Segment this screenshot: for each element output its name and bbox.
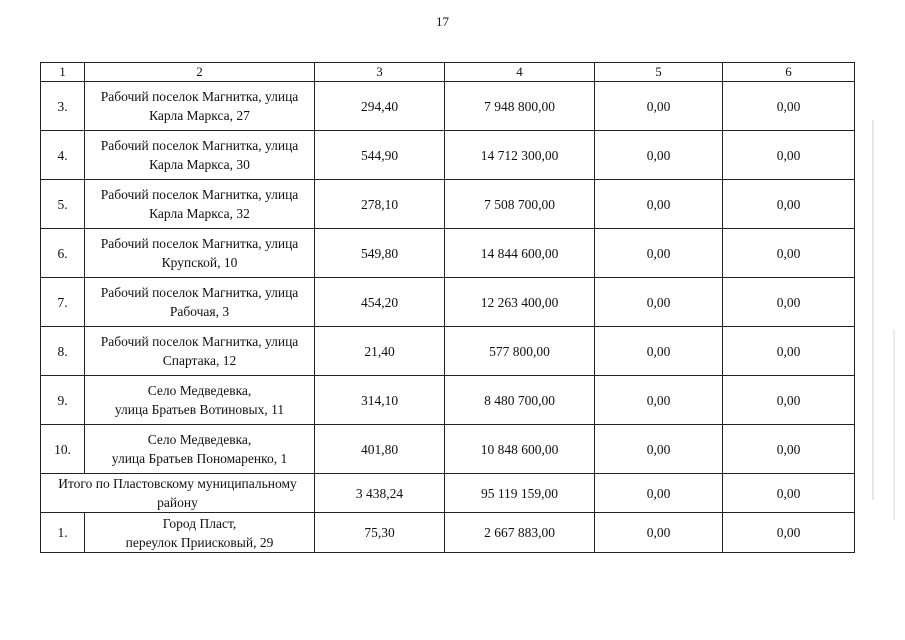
table-row (41, 131, 855, 180)
column-header: 2 (85, 63, 315, 82)
cost-cell: 14 844 600,00 (445, 229, 595, 278)
page-number: 17 (436, 14, 449, 29)
col5-cell: 0,00 (595, 513, 723, 553)
row-number: 6. (41, 229, 85, 278)
col6-cell: 0,00 (723, 513, 855, 553)
col6-cell: 0,00 (723, 180, 855, 229)
area-cell: 544,90 (315, 131, 445, 180)
row-number: 8. (41, 327, 85, 376)
address-line: переулок Приисковый, 29 (125, 534, 274, 550)
col6-cell: 0,00 (723, 474, 855, 513)
table-row (41, 513, 855, 553)
col6-cell: 0,00 (723, 425, 855, 474)
col6-cell: 0,00 (723, 327, 855, 376)
area-cell: 294,40 (315, 82, 445, 131)
row-number: 9. (41, 376, 85, 425)
table-row (41, 180, 855, 229)
total-row (41, 474, 855, 513)
table-row (41, 278, 855, 327)
table-header-row (41, 63, 855, 82)
row-number: 1. (41, 513, 85, 553)
address-cell (85, 376, 315, 425)
cost-cell: 14 712 300,00 (445, 131, 595, 180)
column-header: 4 (445, 63, 595, 82)
col5-cell: 0,00 (595, 131, 723, 180)
column-header: 3 (315, 63, 445, 82)
col6-cell: 0,00 (723, 376, 855, 425)
area-cell: 3 438,24 (315, 474, 445, 513)
cost-cell: 8 480 700,00 (445, 376, 595, 425)
col5-cell: 0,00 (595, 82, 723, 131)
address-line: Карла Маркса, 32 (149, 206, 250, 221)
address-cell (85, 327, 315, 376)
address-line: Спартака, 12 (162, 353, 237, 368)
column-header: 6 (723, 63, 855, 82)
address-line: Село Медведевка, (147, 383, 252, 398)
scan-artifact (872, 120, 874, 500)
address-line: улица Братьев Вотиновых, 11 (114, 402, 285, 417)
address-line: Рабочий поселок Магнитка, улица (100, 138, 299, 153)
address-line: Рабочий поселок Магнитка, улица (100, 89, 299, 104)
area-cell: 21,40 (315, 327, 445, 376)
table-row (41, 82, 855, 131)
col5-cell: 0,00 (595, 376, 723, 425)
address-cell (85, 425, 315, 474)
table-row (41, 327, 855, 376)
area-cell: 549,80 (315, 229, 445, 278)
area-cell: 278,10 (315, 180, 445, 229)
column-header: 5 (595, 63, 723, 82)
cost-cell: 12 263 400,00 (445, 278, 595, 327)
address-cell (85, 131, 315, 180)
address-cell (85, 278, 315, 327)
address-cell (85, 513, 315, 553)
total-label (41, 474, 315, 513)
cost-cell: 10 848 600,00 (445, 425, 595, 474)
table-row (41, 425, 855, 474)
cost-cell: 7 948 800,00 (445, 82, 595, 131)
address-line: улица Братьев Пономаренко, 1 (111, 451, 288, 466)
col5-cell: 0,00 (595, 327, 723, 376)
address-line: Рабочая, 3 (169, 304, 230, 319)
area-cell: 75,30 (315, 513, 445, 553)
row-number: 5. (41, 180, 85, 229)
address-line: Город Пласт, (162, 515, 237, 531)
address-line: Рабочий поселок Магнитка, улица (100, 334, 299, 349)
total-label-line: району (157, 495, 198, 510)
col6-cell: 0,00 (723, 278, 855, 327)
table-row (41, 229, 855, 278)
address-line: Рабочий поселок Магнитка, улица (100, 187, 299, 202)
col6-cell: 0,00 (723, 131, 855, 180)
address-cell (85, 180, 315, 229)
cost-cell: 7 508 700,00 (445, 180, 595, 229)
col6-cell: 0,00 (723, 82, 855, 131)
address-line: Село Медведевка, (147, 432, 252, 447)
col5-cell: 0,00 (595, 180, 723, 229)
address-cell (85, 82, 315, 131)
cost-cell: 95 119 159,00 (445, 474, 595, 513)
table-row (41, 376, 855, 425)
row-number: 3. (41, 82, 85, 131)
address-line: Карла Маркса, 27 (149, 108, 250, 123)
data-table (40, 62, 855, 553)
address-line: Рабочий поселок Магнитка, улица (100, 285, 299, 300)
area-cell: 314,10 (315, 376, 445, 425)
col6-cell: 0,00 (723, 229, 855, 278)
address-line: Рабочий поселок Магнитка, улица (100, 236, 299, 251)
col5-cell: 0,00 (595, 425, 723, 474)
area-cell: 401,80 (315, 425, 445, 474)
scan-artifact (893, 330, 895, 520)
row-number: 10. (41, 425, 85, 474)
cost-cell: 2 667 883,00 (445, 513, 595, 553)
col5-cell: 0,00 (595, 229, 723, 278)
address-line: Крупской, 10 (161, 255, 238, 270)
row-number: 4. (41, 131, 85, 180)
address-cell (85, 229, 315, 278)
col5-cell: 0,00 (595, 474, 723, 513)
row-number: 7. (41, 278, 85, 327)
col5-cell: 0,00 (595, 278, 723, 327)
cost-cell: 577 800,00 (445, 327, 595, 376)
area-cell: 454,20 (315, 278, 445, 327)
column-header: 1 (41, 63, 85, 82)
address-line: Карла Маркса, 30 (149, 157, 250, 172)
total-label-line: Итого по Пластовскому муниципальному (58, 476, 297, 491)
